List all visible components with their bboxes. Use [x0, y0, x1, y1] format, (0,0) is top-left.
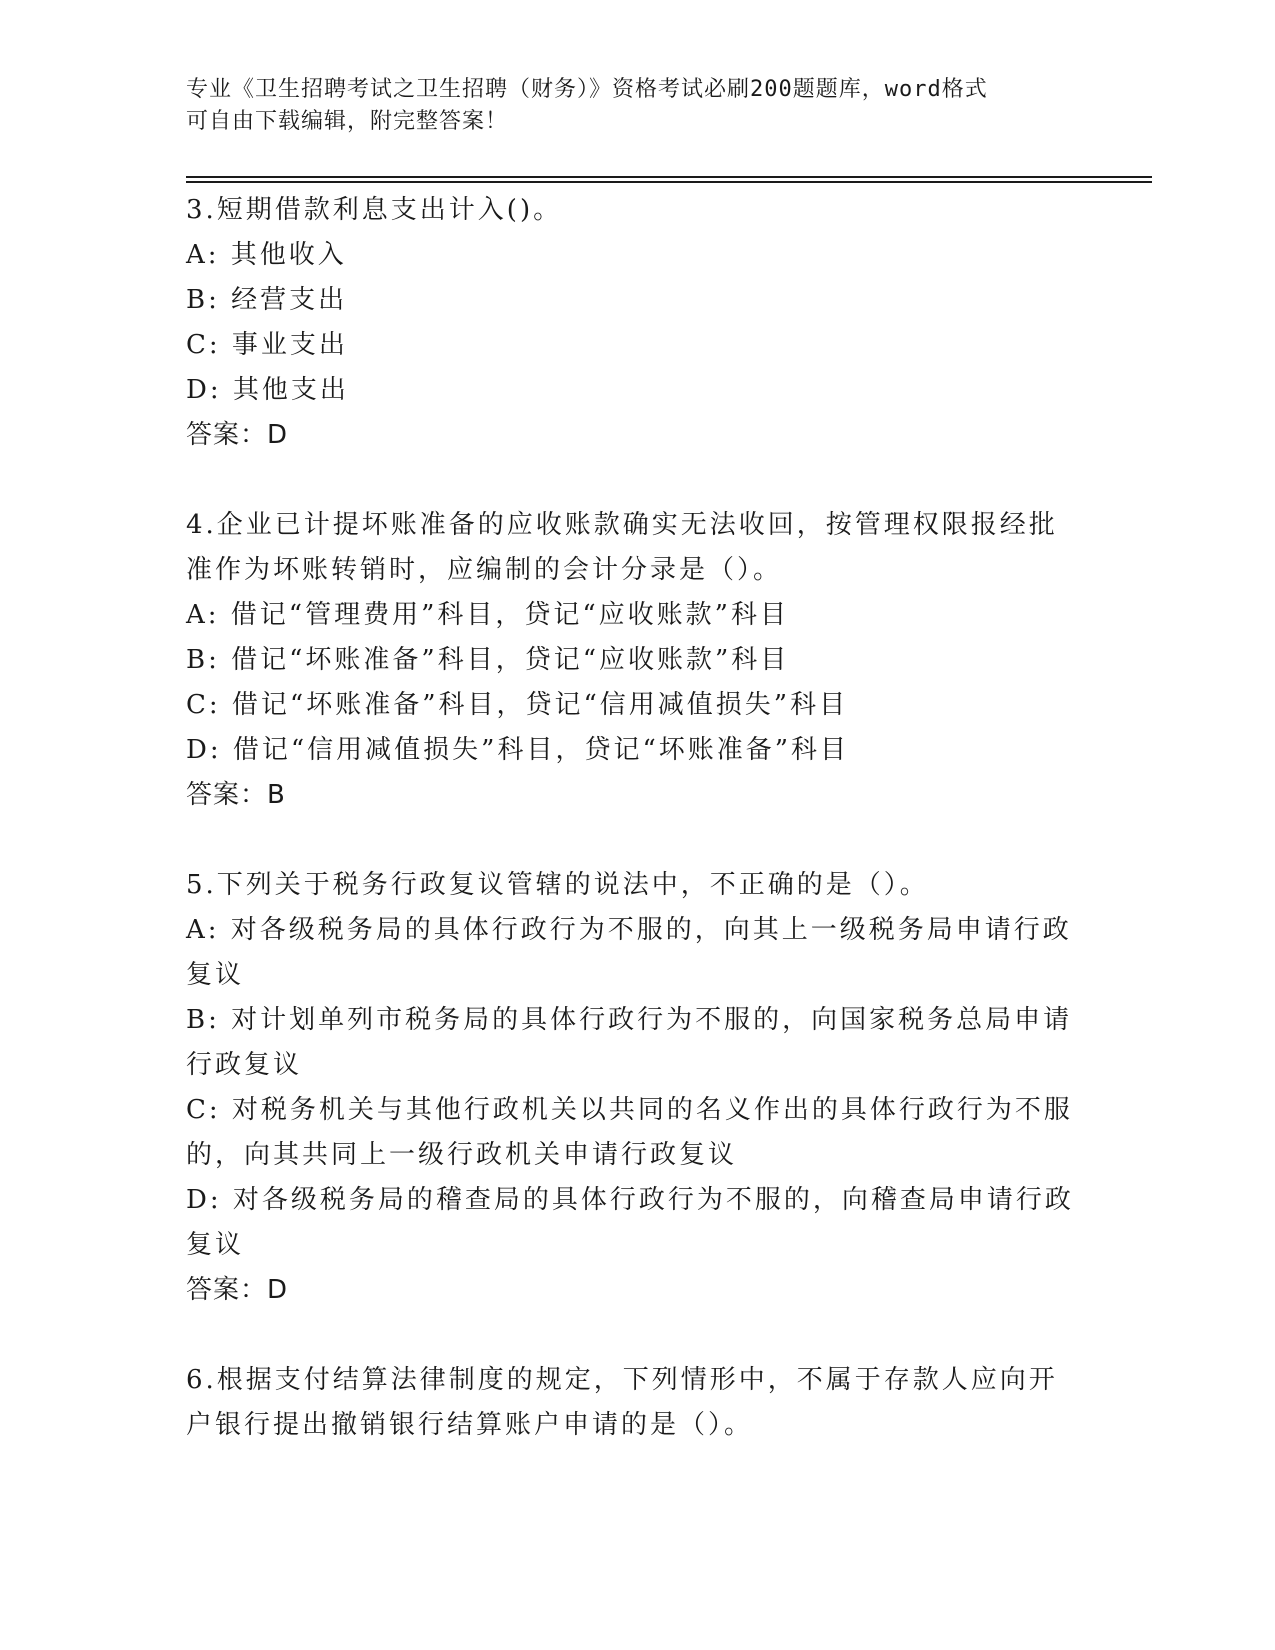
option-b: B: 对计划单列市税务局的具体行政行为不服的，向国家税务总局申请 [186, 1005, 1073, 1035]
option-c-cont: 的，向其共同上一级行政机关申请行政复议 [186, 1140, 738, 1170]
question-stem: 6.根据支付结算法律制度的规定，下列情形中，不属于存款人应向开 [186, 1365, 1058, 1395]
option-b: B: 借记“坏账准备”科目，贷记“应收账款”科目 [186, 645, 790, 675]
question-block [186, 503, 1086, 818]
spacer [186, 1313, 1086, 1358]
option-a-cont: 复议 [186, 960, 245, 990]
question-block [186, 188, 1086, 458]
question-stem: 4.企业已计提坏账准备的应收账款确实无法收回，按管理权限报经批 [186, 510, 1058, 540]
header-line-2: 可自由下载编辑，附完整答案！ [186, 109, 509, 134]
question-list [186, 188, 1086, 1448]
option-c: C: 对税务机关与其他行政机关以共同的名义作出的具体行政行为不服 [186, 1095, 1073, 1125]
option-b: B: 经营支出 [186, 285, 348, 315]
option-c: C: 事业支出 [186, 330, 348, 360]
question-stem: 3.短期借款利息支出计入()。 [186, 195, 563, 225]
question-block [186, 863, 1086, 1313]
option-d: D: 借记“信用减值损失”科目，贷记“坏账准备”科目 [186, 735, 850, 765]
answer-label: 答案：D [186, 1275, 289, 1305]
question-stem: 5.下列关于税务行政复议管辖的说法中，不正确的是（）。 [186, 870, 929, 900]
spacer [186, 458, 1086, 503]
option-d: D: 其他支出 [186, 375, 349, 405]
option-a: A: 借记“管理费用”科目，贷记“应收账款”科目 [186, 600, 789, 630]
question-block [186, 1358, 1086, 1448]
answer-label: 答案：D [186, 420, 289, 450]
option-a: A: 其他收入 [186, 240, 347, 270]
option-d-cont: 复议 [186, 1230, 245, 1260]
header-line-1: 专业《卫生招聘考试之卫生招聘（财务）》资格考试必刷200题题库，word格式 [186, 77, 988, 102]
option-d: D: 对各级税务局的稽查局的具体行政行为不服的，向稽查局申请行政 [186, 1185, 1074, 1215]
header-rule-bottom [186, 181, 1152, 183]
document-header [186, 74, 1066, 138]
option-c: C: 借记“坏账准备”科目，贷记“信用减值损失”科目 [186, 690, 849, 720]
spacer [186, 818, 1086, 863]
question-stem-cont: 户银行提出撤销银行结算账户申请的是（）。 [186, 1410, 754, 1440]
option-b-cont: 行政复议 [186, 1050, 303, 1080]
option-a: A: 对各级税务局的具体行政行为不服的，向其上一级税务局申请行政 [186, 915, 1072, 945]
header-rule-top [186, 176, 1152, 178]
question-stem-cont: 准作为坏账转销时，应编制的会计分录是（）。 [186, 555, 783, 585]
answer-label: 答案：B [186, 780, 286, 810]
